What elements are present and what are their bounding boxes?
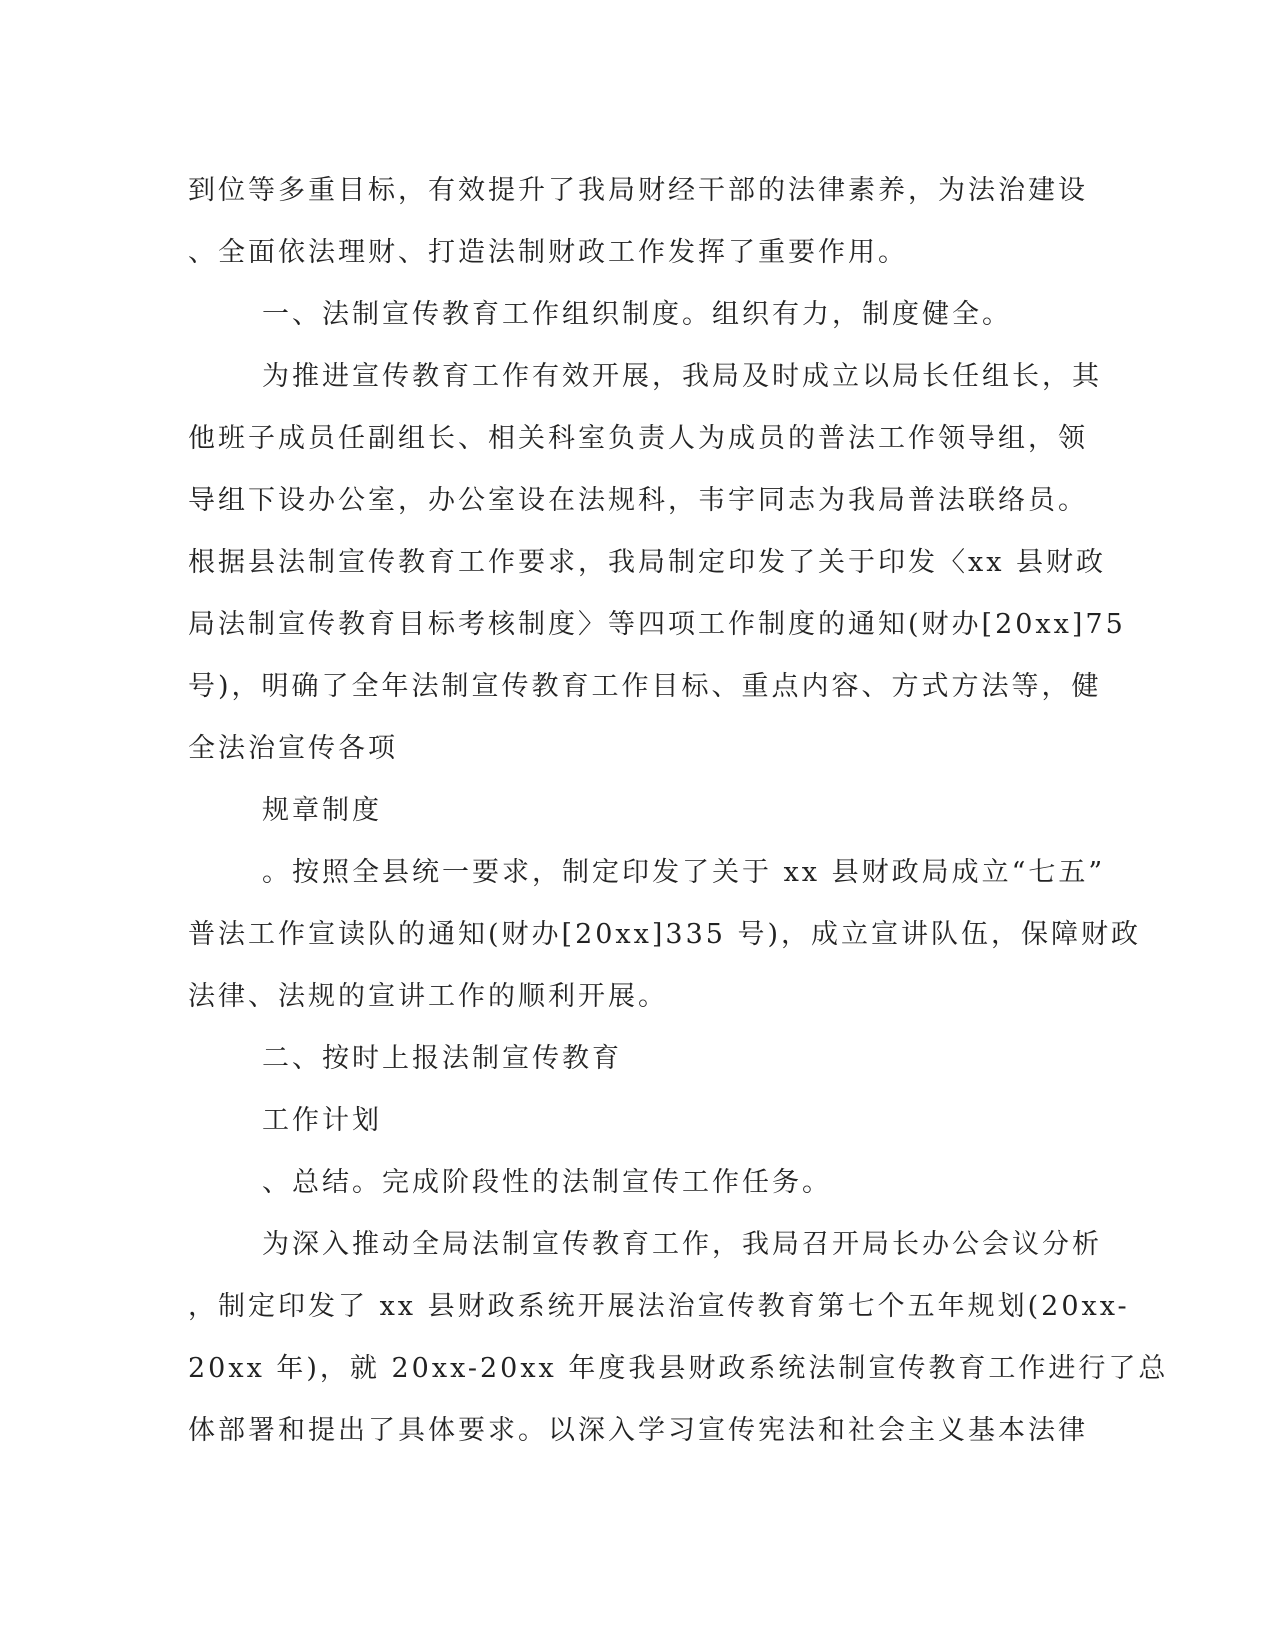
text-line: 他班子成员任副组长、相关科室负责人为成员的普法工作领导组，领 <box>188 423 1088 454</box>
text-line: 到位等多重目标，有效提升了我局财经干部的法律素养，为法治建设 <box>188 175 1088 206</box>
text-line: 为推进宣传教育工作有效开展，我局及时成立以局长任组长，其 <box>262 361 1102 392</box>
document-body <box>188 160 1169 1462</box>
text-line: 。按照全县统一要求，制定印发了关于 xx 县财政局成立“七五” <box>262 857 1106 888</box>
text-line: 普法工作宣读队的通知(财办[20xx]335 号)，成立宣讲队伍，保障财政 <box>188 919 1142 950</box>
section-heading: 一、法制宣传教育工作组织制度。组织有力，制度健全。 <box>262 299 1012 330</box>
text-line: 工作计划 <box>262 1105 382 1136</box>
text-line: 全法治宣传各项 <box>188 733 398 764</box>
text-line: 20xx 年)，就 20xx-20xx 年度我县财政系统法制宣传教育工作进行了总 <box>188 1353 1169 1384</box>
text-line: 局法制宣传教育目标考核制度〉等四项工作制度的通知(财办[20xx]75 <box>188 609 1126 640</box>
text-line: 、总结。完成阶段性的法制宣传工作任务。 <box>262 1167 832 1198</box>
section-heading: 二、按时上报法制宣传教育 <box>262 1043 622 1074</box>
text-line: 法律、法规的宣讲工作的顺利开展。 <box>188 981 668 1012</box>
text-line: 号)，明确了全年法制宣传教育工作目标、重点内容、方式方法等，健 <box>188 671 1102 702</box>
text-line: 导组下设办公室，办公室设在法规科，韦宇同志为我局普法联络员。 <box>188 485 1088 516</box>
text-line: 体部署和提出了具体要求。以深入学习宣传宪法和社会主义基本法律 <box>188 1415 1088 1446</box>
text-line: 为深入推动全局法制宣传教育工作，我局召开局长办公会议分析 <box>262 1229 1102 1260</box>
text-line: 根据县法制宣传教育工作要求，我局制定印发了关于印发〈xx 县财政 <box>188 547 1107 578</box>
text-line: 规章制度 <box>262 795 382 826</box>
text-line: ，制定印发了 xx 县财政系统开展法治宣传教育第七个五年规划(20xx- <box>188 1291 1130 1322</box>
text-line: 、全面依法理财、打造法制财政工作发挥了重要作用。 <box>188 237 908 268</box>
